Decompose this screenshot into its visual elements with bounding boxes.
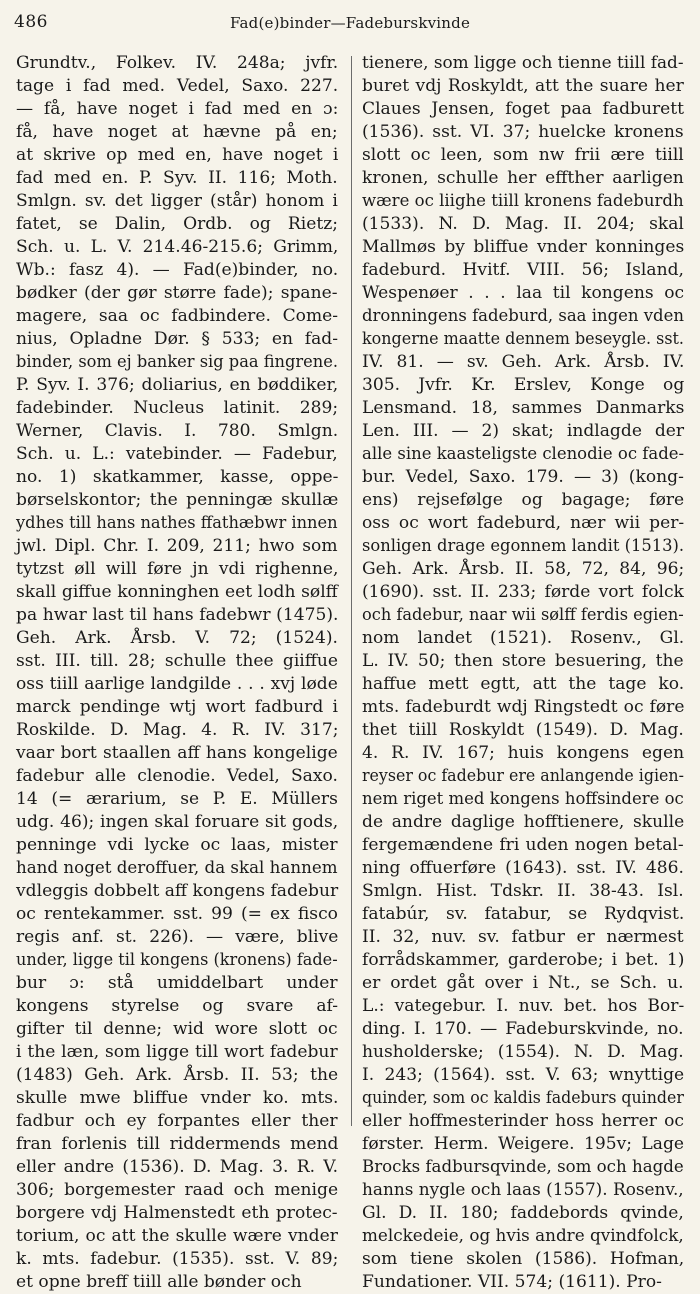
text-line: fergemændene fri uden nogen betal- — [362, 835, 684, 855]
text-line: Roskilde. D. Mag. 4. R. IV. 317; — [16, 720, 339, 740]
text-line: nom landet (1521). Rosenv., Gl. — [362, 628, 685, 648]
text-line: 4. R. IV. 167; huis kongens egen — [362, 743, 685, 763]
text-line: fadebur alle clenodie. Vedel, Saxo. — [16, 766, 338, 786]
right-column — [362, 52, 685, 1292]
column-divider — [351, 56, 352, 1126]
text-line: 14 (= ærarium, se P. E. Müllers — [16, 789, 338, 809]
text-line: Sch. u. L.: vatebinder. — Fadebur, — [16, 444, 338, 464]
text-line: børselskontor; the penningæ skullæ — [16, 490, 339, 510]
page-number: 486 — [14, 12, 48, 32]
text-line: haffue mett egtt, att the tage ko. — [362, 674, 685, 694]
text-line: 305. Jvfr. Kr. Erslev, Konge og — [362, 375, 685, 395]
text-line: buret vdj Roskyldt, att the suare her — [362, 76, 684, 96]
text-line: sst. III. till. 28; schulle thee giiffue — [16, 651, 339, 671]
text-line: marck pendinge wtj wort fadburd i — [16, 697, 338, 717]
text-line: (1536). sst. VI. 37; huelcke kronens — [362, 122, 684, 142]
text-line: (1483) Geh. Ark. Årsb. II. 53; the — [16, 1065, 339, 1085]
text-line: hand noget deroffuer, da skal hannem — [16, 858, 338, 878]
text-line: 306; borgemester raad och menige — [16, 1180, 339, 1200]
text-line: P. Syv. I. 376; doliarius, en bøddiker, — [16, 375, 339, 395]
text-line: at skrive op med en, have noget i — [16, 145, 339, 165]
text-line: tage i fad med. Vedel, Saxo. 227. — [16, 76, 339, 96]
text-line: forrådskammer, garderobe; i bet. 1) — [362, 950, 685, 970]
text-line: binder, som ej banker sig paa fingrene. — [16, 352, 338, 372]
text-line: bur. Vedel, Saxo. 179. — 3) (kong- — [362, 467, 684, 487]
text-line: fatet, se Dalin, Ordb. og Rietz; — [16, 214, 338, 234]
text-line: bødker (der gør større fade); spane- — [16, 283, 338, 303]
text-line: førster. Herm. Weigere. 195v; Lage — [362, 1134, 685, 1154]
text-line: — få, have noget i fad med en ɔ: — [16, 99, 339, 119]
text-line: L.: vategebur. I. nuv. bet. hos Bor- — [362, 996, 685, 1016]
text-line: magere, saa oc fadbindere. Come- — [16, 306, 339, 326]
text-line: Gl. D. II. 180; faddebords qvinde, — [362, 1203, 684, 1223]
text-line: torium, oc att the skulle wære vnder — [16, 1226, 338, 1246]
text-line: som tiene skolen (1586). Hofman, — [362, 1249, 685, 1269]
text-line: tytzst øll will føre jn vdi righenne, — [16, 559, 339, 579]
text-line: Sch. u. L. V. 214.46-215.6; Grimm, — [16, 237, 339, 257]
text-line: eller hoffmesterinder hoss herrer oc — [362, 1111, 684, 1131]
text-line: ning offuerføre (1643). sst. IV. 486. — [362, 858, 684, 878]
text-line: fran forlenis till riddermends mend — [16, 1134, 339, 1154]
text-line: thet tiill Roskyldt (1549). D. Mag. — [362, 720, 684, 740]
text-line: nem riget med kongens hoffsindere oc — [362, 789, 684, 809]
running-head: Fad(e)binder—Fadeburskvinde — [229, 14, 471, 32]
text-line: Wespenøer . . . laa til kongens oc — [362, 283, 685, 303]
text-line: ding. I. 170. — Fadeburskvinde, no. — [362, 1019, 684, 1039]
text-line: oss tiill aarlige landgilde . . . xvj løde — [16, 674, 338, 694]
text-line: husholderske; (1554). N. D. Mag. — [362, 1042, 684, 1062]
text-line: under, ligge til kongens (kronens) fade- — [16, 950, 338, 970]
text-line: kronen, schulle her effther aarligen — [362, 168, 684, 188]
text-line: (1690). sst. II. 233; førde vort folck — [362, 582, 684, 602]
text-line: regis anf. st. 226). — være, blive — [16, 927, 339, 947]
text-line: Len. III. — 2) skat; indlagde der — [362, 421, 685, 441]
text-line: Lensmand. 18, sammes Danmarks — [362, 398, 685, 418]
text-line: vdleggis dobbelt aff kongens fadebur — [16, 881, 339, 901]
text-line: skulle mwe bliffue vnder ko. mts. — [16, 1088, 339, 1108]
text-line: sonligen drage egonnem landit (1513). — [362, 536, 685, 556]
text-line: Wb.: fasz 4). — Fad(e)binder, no. — [16, 260, 339, 280]
text-line: i the læn, som ligge till wort fadebur — [16, 1042, 338, 1062]
text-line: jwl. Dipl. Chr. I. 209, 211; hwo som — [16, 536, 338, 556]
text-line: mts. fadeburdt wdj Ringstedt oc føre — [362, 697, 685, 717]
text-line: de andre daglige hofftienere, skulle — [362, 812, 685, 832]
text-line: melckedeie, og hvis andre qvindfolck, — [362, 1226, 684, 1246]
text-line: pa hwar last til hans fadebwr (1475). — [16, 605, 339, 625]
text-line: fadbur och ey forpantes eller ther — [16, 1111, 338, 1131]
text-line: skall giffue konninghen eet lodh sølff — [16, 582, 338, 602]
text-line: fatabúr, sv. fatabur, se Rydqvist. — [362, 904, 685, 924]
text-line: oss oc wort fadeburd, nær wii per- — [362, 513, 685, 533]
text-line: Grundtv., Folkev. IV. 248a; jvfr. — [16, 53, 339, 73]
text-line: bur ɔ: stå umiddelbart under — [16, 973, 338, 993]
text-line: reyser oc fadebur ere anlangende igien- — [362, 766, 684, 786]
page-header — [0, 0, 700, 40]
text-line: fadeburd. Hvitf. VIII. 56; Island, — [362, 260, 684, 280]
text-line: wære oc liighe tiill kronens fadeburdh — [362, 191, 684, 211]
text-line: slott oc leen, som nw frii ære tiill — [362, 145, 684, 165]
text-line: borgere vdj Halmenstedt eth protec- — [16, 1203, 338, 1223]
text-line: et opne breff tiill alle bønder och — [16, 1272, 302, 1292]
text-line: gifter til denne; wid wore slott oc — [16, 1019, 338, 1039]
text-line: dronningens fadeburd, saa ingen vden — [362, 306, 684, 326]
text-line: no. 1) skatkammer, kasse, oppe- — [16, 467, 339, 487]
text-line: IV. 81. — sv. Geh. Ark. Årsb. IV. — [362, 352, 685, 372]
text-line: ens) rejsefølge og bagage; føre — [362, 490, 685, 510]
text-line: II. 32, nuv. sv. fatbur er nærmest — [362, 927, 684, 947]
text-line: fadebinder. Nucleus latinit. 289; — [16, 398, 339, 418]
text-line: kongens styrelse og svare af- — [16, 996, 338, 1016]
text-line: L. IV. 50; then store besuering, the — [362, 651, 684, 671]
text-line: quinder, som oc kaldis fadeburs quinder — [362, 1088, 684, 1108]
text-line: kongerne maatte dennem beseygle. sst. — [362, 329, 685, 349]
text-line: penninge vdi lycke oc laas, mister — [16, 835, 338, 855]
left-column — [16, 52, 339, 1292]
text-line: Fundationer. VII. 574; (1611). Pro- — [362, 1272, 662, 1292]
text-line: tienere, som ligge och tienne tiill fad- — [362, 53, 684, 73]
text-line: Geh. Ark. Årsb. V. 72; (1524). — [16, 628, 338, 648]
text-line: Werner, Clavis. I. 780. Smlgn. — [16, 421, 339, 441]
text-line: vaar bort staallen aff hans kongelige — [16, 743, 338, 763]
text-line: er ordet gåt over i Nt., se Sch. u. — [362, 973, 684, 993]
text-line: Smlgn. sv. det ligger (står) honom i — [16, 191, 338, 211]
text-line: och fadebur, naar wii sølff ferdis egien- — [362, 605, 684, 625]
text-line: Geh. Ark. Årsb. II. 58, 72, 84, 96; — [362, 559, 685, 579]
text-line: Claues Jensen, foget paa fadburett — [362, 99, 684, 119]
text-line: få, have noget at hævne på en; — [16, 122, 338, 142]
text-line: Mallmøs by bliffue vnder konninges — [362, 237, 685, 257]
text-line: I. 243; (1564). sst. V. 63; wnyttige — [362, 1065, 685, 1085]
text-line: fad med en. P. Syv. II. 116; Moth. — [16, 168, 338, 188]
text-line: ydhes till hans nathes ffathæbwr innen — [16, 513, 338, 533]
text-line: alle sine kaasteligste clenodie oc fade- — [362, 444, 685, 464]
text-line: oc rentekammer. sst. 99 (= ex fisco — [16, 904, 338, 924]
text-line: hanns nygle och laas (1557). Rosenv., — [362, 1180, 684, 1200]
text-line: eller andre (1536). D. Mag. 3. R. V. — [16, 1157, 339, 1177]
text-line: k. mts. fadebur. (1535). sst. V. 89; — [16, 1249, 339, 1269]
text-line: Brocks fadbursqvinde, som och hagde — [362, 1157, 684, 1177]
text-line: nius, Opladne Dør. § 533; en fad- — [16, 329, 338, 349]
text-line: (1533). N. D. Mag. II. 204; skal — [362, 214, 684, 234]
text-line: udg. 46); ingen skal foruare sit gods, — [16, 812, 339, 832]
text-line: Smlgn. Hist. Tdskr. II. 38-43. Isl. — [362, 881, 684, 901]
